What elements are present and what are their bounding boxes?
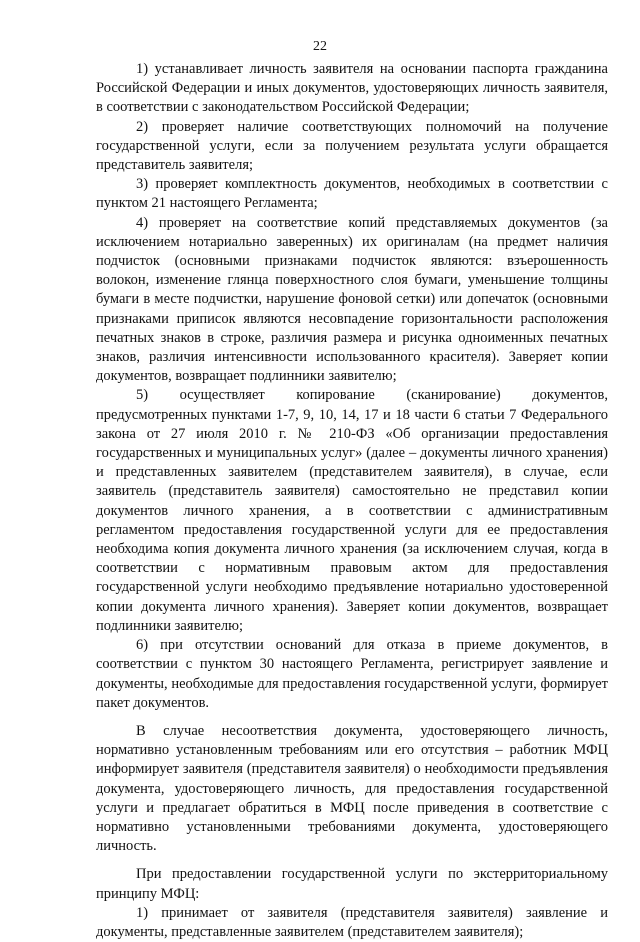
paragraph-item-4: 4) проверяет на соответствие копий представляемых документов (за исключением нотариально заверенных) их оригиналам (на предмет наличия подчисток (основными признаками подчисток являются: взъерошенность волокон, изменение глянца поверхностного слоя бумаги, уменьшение толщины бумаги в месте подчистки, нарушение фоновой сетки) или допечаток (основными признаками приписок являются несовпадение горизонтальности расположения печатных знаков в строке, различия размера и рисунка одноименных печатных знаков, различия интенсивности использованного красителя). Заверяет копии документов, возвращает подлинники заявителю; bbox=[96, 214, 608, 385]
paragraph-item-2: 2) проверяет наличие соответствующих полномочий на получение государственной услуги, если за получением результата услуги обращается представитель заявителя; bbox=[96, 118, 608, 174]
paragraph-extraterritorial-item-1: 1) принимает от заявителя (представителя заявителя) заявление и документы, представленные заявителем (представителем заявителя); bbox=[96, 904, 608, 940]
paragraph-mismatch-notice: В случае несоответствия документа, удостоверяющего личность, нормативно установленным требованиям или его отсутствия – работник МФЦ информирует заявителя (представителя заявителя) о необходимости предъявления документа, удостоверяющего личность, для предоставления государственной услуги и предлагает обратиться в МФЦ после приведения в соответствие с нормативно установленными требованиями документа, удостоверяющего личность. bbox=[96, 722, 608, 855]
paragraph-item-5: 5) осуществляет копирование (сканирование) документов, предусмотренных пунктами 1-7, 9, 10, 14, 17 и 18 части 6 статьи 7 Федерального закона от 27 июля 2010 г. № 210-ФЗ «Об организации предоставления государственных и муниципальных услуг» (далее – документы личного хранения) и представленных заявителем (представителем заявителя), в случае, если заявитель (представитель заявителя) самостоятельно не представил копии документов личного хранения, а в соответствии с административным регламентом предоставления государственной услуги для ее предоставления необходима копия документа личного хранения (за исключением случая, когда в соответствии с нормативным правовым актом для предоставления государственной услуги необходимо предъявление нотариально удостоверенной копии документа личного хранения). Заверяет копии документов, возвращает подлинники заявителю; bbox=[96, 387, 608, 634]
paragraph-item-6: 6) при отсутствии оснований для отказа в приеме документов, в соответствии с пунктом 30 настоящего Регламента, регистрирует заявление и документы, необходимые для предоставления государственной услуги, формирует пакет документов. bbox=[96, 637, 608, 711]
document-body bbox=[96, 60, 608, 942]
paragraph-item-1: 1) устанавливает личность заявителя на основании паспорта гражданина Российской Федерации и иных документов, удостоверяющих личность заявителя, в соответствии с законодательством Российской Федерации; bbox=[96, 61, 608, 116]
paragraph-item-3: 3) проверяет комплектность документов, необходимых в соответствии с пунктом 21 настоящего Регламента; bbox=[96, 176, 608, 212]
page-number: 22 bbox=[313, 39, 327, 54]
paragraph-extraterritorial-heading: При предоставлении государственной услуги по экстерриториальному принципу МФЦ: bbox=[96, 866, 608, 902]
